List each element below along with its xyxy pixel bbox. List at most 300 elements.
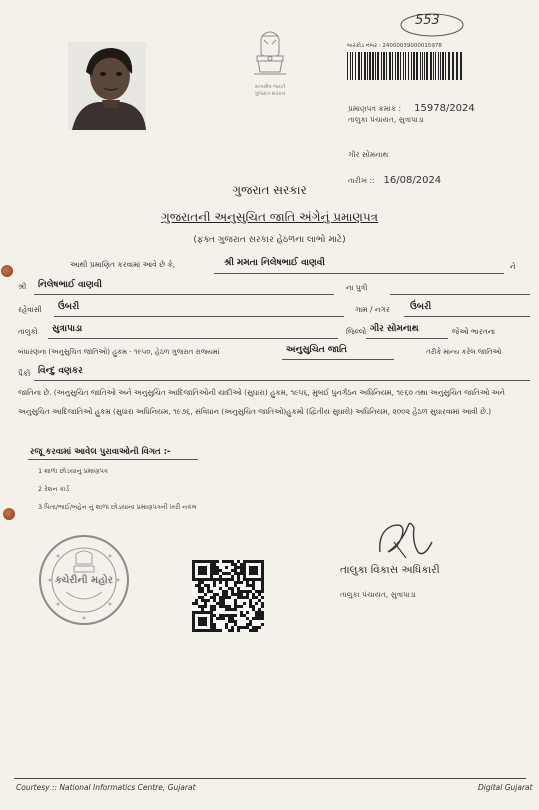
qr-module xyxy=(258,599,261,602)
qr-module xyxy=(213,572,216,575)
qr-module xyxy=(258,617,261,620)
barcode-bar xyxy=(367,52,368,80)
barcode-bar xyxy=(416,52,418,80)
qr-module xyxy=(234,620,237,623)
qr-module xyxy=(234,584,237,587)
qr-module xyxy=(234,608,237,611)
qr-module xyxy=(201,599,204,602)
qr-module xyxy=(225,581,228,584)
qr-module xyxy=(231,569,234,572)
qr-module xyxy=(237,626,240,629)
barcode-bar xyxy=(389,52,391,80)
qr-module xyxy=(240,566,243,569)
district-value: ગીર સોમનાથ xyxy=(370,324,419,334)
qr-module xyxy=(216,578,219,581)
caste-prefix: પૈકી xyxy=(18,369,31,378)
resident-value: ઉંબરી xyxy=(58,302,80,312)
qr-module xyxy=(225,605,228,608)
barcode-bar xyxy=(358,52,360,80)
qr-module xyxy=(222,578,225,581)
qr-module xyxy=(240,563,243,566)
qr-module xyxy=(261,584,264,587)
qr-module xyxy=(213,593,216,596)
qr-module xyxy=(237,605,240,608)
certificate-title: ગુજરાતની અનુસુચિત જાતિ અંગેનું પ્રમાણપત્ર xyxy=(160,210,379,224)
qr-module xyxy=(201,596,204,599)
qr-module xyxy=(228,617,231,620)
qr-module xyxy=(195,584,198,587)
qr-module xyxy=(198,605,201,608)
qr-module xyxy=(246,623,249,626)
barcode-bar xyxy=(422,52,423,80)
qr-module xyxy=(213,623,216,626)
qr-module xyxy=(258,590,261,593)
barcode-bar xyxy=(397,52,399,80)
qr-module xyxy=(228,560,231,563)
qr-module xyxy=(249,629,252,632)
qr-module xyxy=(252,608,255,611)
qr-module xyxy=(225,572,228,575)
qr-finder xyxy=(249,566,258,575)
taluka-value: સુત્રાપાડા xyxy=(52,324,83,334)
qr-module xyxy=(201,608,204,611)
qr-module xyxy=(219,629,222,632)
barcode-bar xyxy=(460,52,462,80)
qr-module xyxy=(246,596,249,599)
qr-module xyxy=(216,617,219,620)
qr-module xyxy=(231,617,234,620)
barcode-bar xyxy=(438,52,439,80)
qr-module xyxy=(222,614,225,617)
qr-module xyxy=(219,599,222,602)
qr-module xyxy=(255,626,258,629)
qr-module xyxy=(231,608,234,611)
barcode-bar xyxy=(377,52,379,80)
footer-courtesy: Courtesy :: National Informatics Centre, Gujarat xyxy=(16,783,196,792)
qr-module xyxy=(204,605,207,608)
qr-module xyxy=(207,587,210,590)
qr-module xyxy=(216,572,219,575)
barcode-bar xyxy=(408,52,409,80)
qr-module xyxy=(222,560,225,563)
qr-module xyxy=(249,602,252,605)
issuing-office: તાલુકા પંચાયત, સુત્રાપાડા xyxy=(348,115,424,124)
qr-module xyxy=(234,614,237,617)
name-suffix: ને xyxy=(510,262,516,271)
qr-module xyxy=(234,602,237,605)
resident-label: રહેવાસી xyxy=(18,305,42,314)
barcode-bar xyxy=(445,52,446,80)
barcode-bar xyxy=(369,52,371,80)
qr-module xyxy=(201,581,204,584)
barcode-bar xyxy=(364,52,366,80)
qr-module xyxy=(249,620,252,623)
qr-module xyxy=(246,590,249,593)
qr-module xyxy=(204,593,207,596)
qr-module xyxy=(234,605,237,608)
qr-module xyxy=(219,581,222,584)
qr-module xyxy=(204,599,207,602)
qr-module xyxy=(228,605,231,608)
qr-module xyxy=(207,590,210,593)
qr-module xyxy=(249,605,252,608)
qr-module xyxy=(222,605,225,608)
qr-module xyxy=(219,587,222,590)
shri-label: શ્રી xyxy=(18,282,27,291)
qr-module xyxy=(225,584,228,587)
qr-module xyxy=(222,617,225,620)
qr-module xyxy=(216,566,219,569)
qr-module xyxy=(225,593,228,596)
qr-module xyxy=(243,626,246,629)
certificate-subtitle: (ફક્ત ગુજરાત સરકાર હેઠળના લાભો માટે) xyxy=(193,235,346,245)
qr-module xyxy=(198,584,201,587)
qr-module xyxy=(216,569,219,572)
qr-module xyxy=(219,617,222,620)
barcode-bar xyxy=(420,52,421,80)
village-label: ગામ / નગર xyxy=(355,305,390,314)
legal-paragraph: જાતિના છે. (અનુસુચિત જાતિઓ અને અનુસુચિત આદિજાતિઓની યાદીઓ (સુધારા) હુકમ, ૧૯૫૬, મુંબઈ પુનર્ગઠન અધિનિયમ, ૧૯૬૦ તથા અનુસુચિત જાતિઓ અને અનુસુચિત આદિજાતિઓ હુકમ (સુધારા અધિનિયમ, ૧૯૭૬, સંવિધાન (અનુસુચિત જાતિઓ)હુકમો (દ્વિતીય સુધારો) અધિનિયમ, ૨૦૦૨ હેઠળ સુધારવામાં આવી છે.) xyxy=(18,388,505,416)
qr-module xyxy=(219,614,222,617)
qr-module xyxy=(252,626,255,629)
qr-module xyxy=(258,614,261,617)
qr-module xyxy=(261,596,264,599)
barcode xyxy=(347,52,465,80)
barcode-bar xyxy=(411,52,412,80)
qr-module xyxy=(258,593,261,596)
qr-module xyxy=(249,584,252,587)
qr-module xyxy=(201,587,204,590)
caste-category: અનુસુચિત જાતિ xyxy=(286,345,347,355)
qr-module xyxy=(222,602,225,605)
qr-module xyxy=(237,560,240,563)
qr-module xyxy=(204,584,207,587)
qr-module xyxy=(240,569,243,572)
qr-module xyxy=(213,584,216,587)
qr-module xyxy=(246,626,249,629)
qr-module xyxy=(231,593,234,596)
qr-module xyxy=(225,590,228,593)
qr-module xyxy=(234,581,237,584)
qr-module xyxy=(201,590,204,593)
qr-module xyxy=(225,614,228,617)
qr-module xyxy=(213,608,216,611)
issue-date: તારીખ :: 16/08/2024 xyxy=(348,175,442,186)
qr-module xyxy=(222,590,225,593)
qr-module xyxy=(213,566,216,569)
qr-module xyxy=(237,581,240,584)
qr-module xyxy=(225,623,228,626)
qr-module xyxy=(219,569,222,572)
qr-module xyxy=(237,629,240,632)
qr-module xyxy=(234,572,237,575)
qr-module xyxy=(246,617,249,620)
qr-module xyxy=(231,578,234,581)
handwritten-note: 553 xyxy=(415,13,440,28)
barcode-bar xyxy=(426,52,428,80)
qr-module xyxy=(237,596,240,599)
applicant-photo xyxy=(68,42,146,130)
qr-module xyxy=(219,596,222,599)
barcode-bar xyxy=(381,52,382,80)
qr-module xyxy=(246,581,249,584)
barcode-bar xyxy=(430,52,432,80)
qr-module xyxy=(240,590,243,593)
qr-module xyxy=(240,593,243,596)
qr-module xyxy=(237,587,240,590)
qr-module xyxy=(234,593,237,596)
qr-module xyxy=(258,626,261,629)
qr-module xyxy=(213,629,216,632)
qr-module xyxy=(237,593,240,596)
emblem-caption-2: ગુજરાત સરકાર xyxy=(254,91,286,97)
qr-module xyxy=(261,614,264,617)
daughter-label: ના પુત્રી xyxy=(346,283,368,292)
qr-module xyxy=(225,626,228,629)
qr-module xyxy=(261,602,264,605)
qr-module xyxy=(261,623,264,626)
stamp-text: ક્ચેરીની મહોર xyxy=(55,575,113,586)
qr-module xyxy=(222,599,225,602)
qr-module xyxy=(243,614,246,617)
qr-module xyxy=(228,587,231,590)
qr-module xyxy=(213,599,216,602)
qr-module xyxy=(210,596,213,599)
qr-module xyxy=(213,569,216,572)
qr-module xyxy=(231,626,234,629)
barcode-bar xyxy=(448,52,450,80)
qr-module xyxy=(198,596,201,599)
qr-module xyxy=(237,578,240,581)
qr-module xyxy=(249,599,252,602)
qr-module xyxy=(237,572,240,575)
qr-module xyxy=(234,569,237,572)
emblem xyxy=(244,28,296,98)
qr-module xyxy=(228,578,231,581)
government-heading: ગુજરાત સરકાર xyxy=(232,183,307,197)
barcode-bar xyxy=(352,52,353,80)
qr-module xyxy=(252,593,255,596)
qr-module xyxy=(231,563,234,566)
qr-module xyxy=(237,590,240,593)
caste-value: વિન્દુ વણકર xyxy=(38,366,83,376)
qr-module xyxy=(255,629,258,632)
barcode-bar xyxy=(452,52,454,80)
qr-module xyxy=(198,581,201,584)
document-item: 2 રેશન કાર્ડ xyxy=(38,485,70,493)
qr-module xyxy=(228,596,231,599)
qr-module xyxy=(231,614,234,617)
barcode-bar xyxy=(400,52,401,80)
barcode-bar xyxy=(395,52,396,80)
qr-module xyxy=(213,563,216,566)
qr-module xyxy=(255,602,258,605)
india-text: જેઓ ભારતના xyxy=(452,327,496,336)
qr-module xyxy=(240,572,243,575)
qr-module xyxy=(228,629,231,632)
qr-module xyxy=(207,584,210,587)
qr-module xyxy=(225,578,228,581)
qr-module xyxy=(231,629,234,632)
qr-module xyxy=(249,590,252,593)
qr-module xyxy=(243,602,246,605)
qr-code xyxy=(192,560,264,632)
qr-module xyxy=(231,587,234,590)
qr-module xyxy=(222,572,225,575)
barcode-bar xyxy=(361,52,362,80)
qr-module xyxy=(261,617,264,620)
certify-text: આથી પ્રમાણિત કરવામાં આવે છે કે, xyxy=(70,260,176,269)
barcode-bar xyxy=(383,52,385,80)
qr-module xyxy=(216,593,219,596)
qr-module xyxy=(231,575,234,578)
barcode-bar xyxy=(424,52,425,80)
qr-module xyxy=(219,578,222,581)
qr-module xyxy=(243,590,246,593)
signatory-office: તાલુકા પંચાયત, સુત્રાપાડા xyxy=(340,590,416,599)
qr-module xyxy=(225,566,228,569)
qr-module xyxy=(228,572,231,575)
qr-module xyxy=(246,611,249,614)
qr-module xyxy=(213,596,216,599)
district-header: ગીર સોમનાથ xyxy=(348,150,389,159)
qr-module xyxy=(261,611,264,614)
qr-module xyxy=(207,599,210,602)
qr-module xyxy=(258,611,261,614)
qr-module xyxy=(231,620,234,623)
qr-finder xyxy=(198,566,207,575)
qr-module xyxy=(255,596,258,599)
qr-module xyxy=(213,578,216,581)
qr-module xyxy=(255,590,258,593)
qr-module xyxy=(195,599,198,602)
qr-module xyxy=(213,605,216,608)
qr-finder xyxy=(198,617,207,626)
signatory-title: તાલુકા વિકાસ અધિકારી xyxy=(340,564,440,576)
qr-module xyxy=(192,602,195,605)
office-stamp xyxy=(36,532,132,628)
qr-module xyxy=(246,584,249,587)
qr-module xyxy=(231,590,234,593)
barcode-bar xyxy=(440,52,441,80)
qr-module xyxy=(240,614,243,617)
national-emblem-icon xyxy=(244,28,296,84)
document-item: 3 પિતા/ભાઈ/બહેન નું શાળા છોડયાના પ્રમાણપત્રની ખરી નકલ xyxy=(38,503,197,511)
qr-module xyxy=(261,581,264,584)
qr-module xyxy=(210,590,213,593)
qr-module xyxy=(225,560,228,563)
qr-module xyxy=(219,575,222,578)
barcode-bar xyxy=(347,52,348,80)
qr-module xyxy=(240,605,243,608)
qr-module xyxy=(261,590,264,593)
barcode-bar xyxy=(350,52,351,80)
barcode-bar xyxy=(442,52,444,80)
qr-module xyxy=(255,614,258,617)
barcode-bar xyxy=(392,52,393,80)
qr-module xyxy=(261,605,264,608)
district-label: જિલ્લો xyxy=(346,327,367,336)
qr-module xyxy=(240,581,243,584)
village-value: ઉંબરી xyxy=(410,302,432,312)
father-name: નિલેષભાઈ વાણવી xyxy=(38,280,102,290)
qr-module xyxy=(210,605,213,608)
applicant-name: શ્રી મમતા નિલેષભાઈ વાણવી xyxy=(224,258,325,268)
qr-module xyxy=(252,617,255,620)
qr-module xyxy=(204,602,207,605)
qr-module xyxy=(222,593,225,596)
qr-module xyxy=(195,602,198,605)
qr-module xyxy=(240,626,243,629)
qr-module xyxy=(237,566,240,569)
punch-hole xyxy=(3,508,15,520)
qr-module xyxy=(216,560,219,563)
qr-module xyxy=(261,587,264,590)
qr-module xyxy=(234,623,237,626)
qr-module xyxy=(234,563,237,566)
certificate-number: પ્રમાણપત્ર ક્રમાંક : 15978/2024 xyxy=(348,103,475,114)
qr-module xyxy=(228,620,231,623)
punch-hole xyxy=(1,265,13,277)
barcode-bar xyxy=(435,52,436,80)
qr-module xyxy=(237,575,240,578)
barcode-label: બારકોડ નંબર : 24000039000015978 xyxy=(347,43,442,49)
qr-module xyxy=(234,599,237,602)
qr-module xyxy=(240,611,243,614)
documents-heading: રજૂ કરવામાં આવેલ પુરાવાઓની વિગત :- xyxy=(30,447,171,457)
qr-module xyxy=(213,626,216,629)
qr-module xyxy=(225,596,228,599)
signature xyxy=(372,512,438,564)
qr-module xyxy=(243,596,246,599)
qr-module xyxy=(252,605,255,608)
barcode-bar xyxy=(413,52,415,80)
qr-module xyxy=(228,608,231,611)
emblem-caption-1: સત્યમેવ જયતે xyxy=(254,84,286,90)
qr-module xyxy=(234,566,237,569)
qr-module xyxy=(258,608,261,611)
qr-module xyxy=(219,602,222,605)
qr-module xyxy=(252,581,255,584)
qr-module xyxy=(252,584,255,587)
barcode-bar xyxy=(433,52,434,80)
qr-module xyxy=(249,623,252,626)
qr-module xyxy=(252,629,255,632)
qr-module xyxy=(225,608,228,611)
recognized-text: તરીકે માન્ય કરેલ જાતિઓ xyxy=(426,348,502,356)
qr-module xyxy=(213,614,216,617)
taluka-label: તાલુકો xyxy=(18,327,38,336)
qr-module xyxy=(216,602,219,605)
footer-brand: Digital Gujarat xyxy=(478,783,533,792)
qr-module xyxy=(210,608,213,611)
order-text: બંધારણના (અનુસુચિત જાતિઓ) હુકમ - ૧૯૫૦, હેઠળ ગુજરાત રાજ્યમાં xyxy=(18,348,220,356)
barcode-bar xyxy=(375,52,376,80)
qr-module xyxy=(201,605,204,608)
qr-module xyxy=(216,629,219,632)
barcode-bar xyxy=(403,52,404,80)
barcode-bar xyxy=(355,52,356,80)
qr-module xyxy=(231,560,234,563)
qr-module xyxy=(198,587,201,590)
qr-module xyxy=(198,590,201,593)
barcode-bar xyxy=(456,52,458,80)
qr-module xyxy=(240,596,243,599)
qr-module xyxy=(255,611,258,614)
barcode-bar xyxy=(372,52,374,80)
qr-module xyxy=(255,617,258,620)
barcode-bar xyxy=(405,52,406,80)
